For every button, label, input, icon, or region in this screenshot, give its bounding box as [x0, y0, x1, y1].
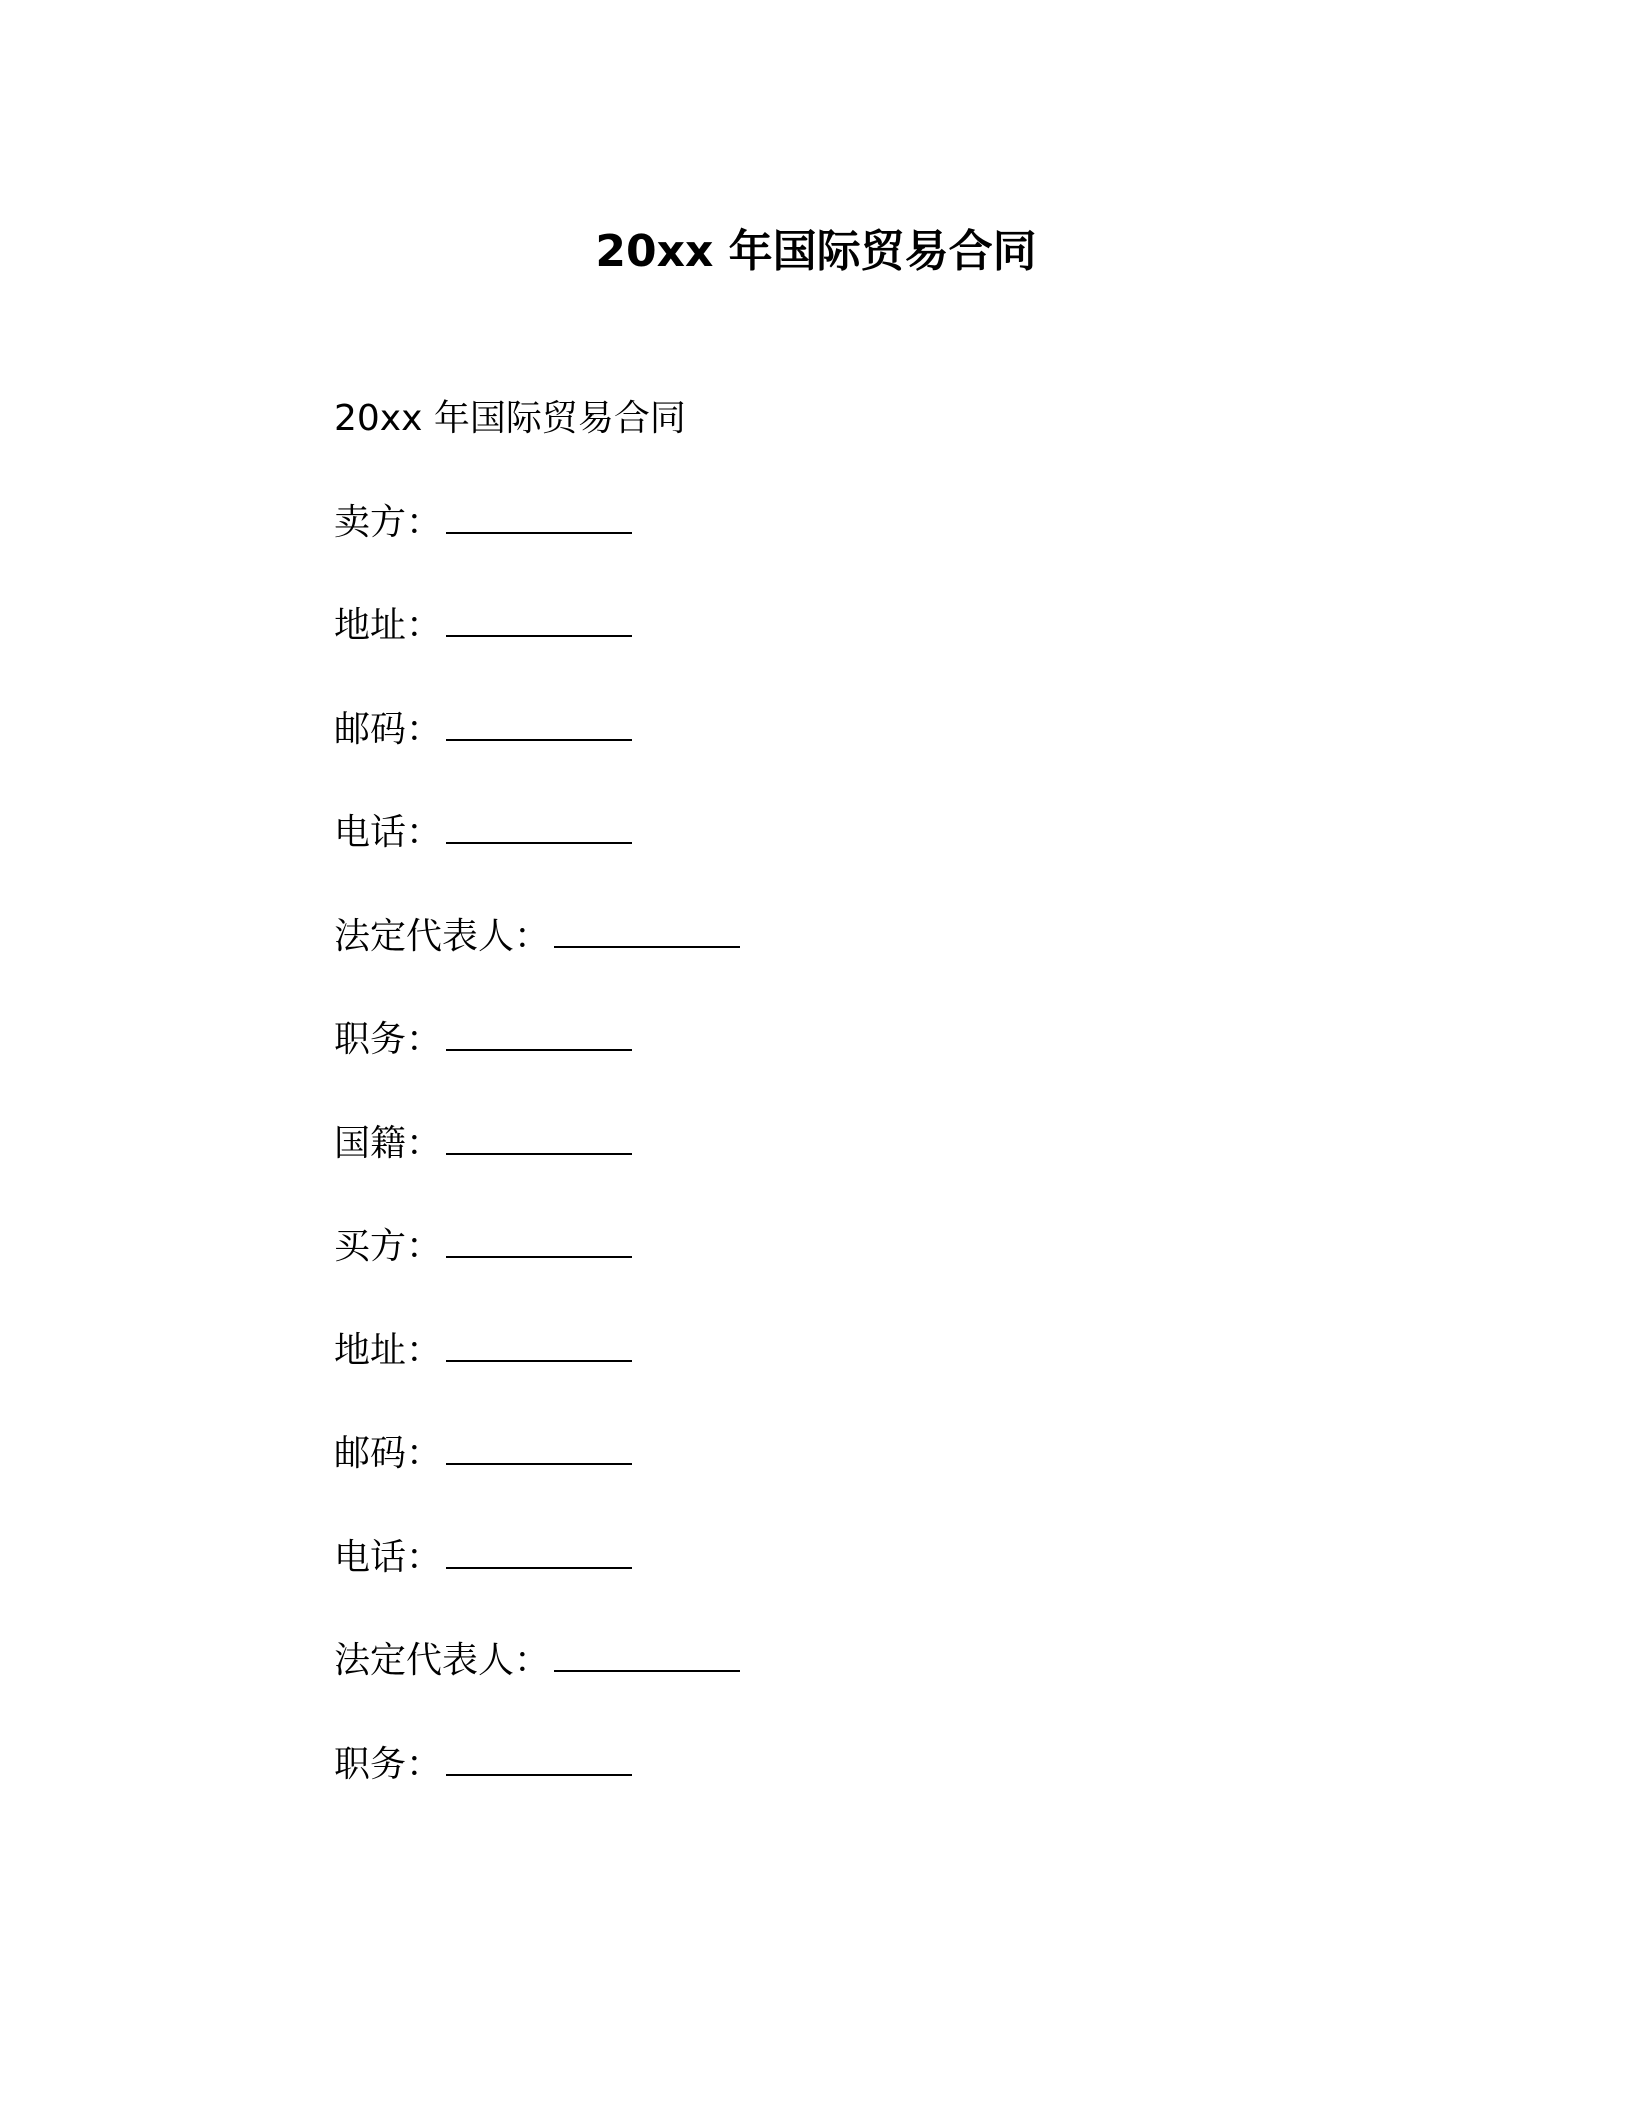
fill-in-blank [446, 1533, 632, 1569]
field-label: 卖方： [334, 501, 443, 543]
buyer-field [334, 1222, 1334, 1272]
fill-in-blank [554, 912, 740, 948]
field-label: 法定代表人： [334, 915, 551, 957]
fill-in-blank [446, 705, 632, 741]
buyer-legal-rep-field [334, 1636, 1334, 1686]
seller-field [334, 498, 1334, 548]
fill-in-blank [446, 1222, 632, 1258]
seller-postcode-field [334, 705, 1334, 755]
document-subtitle: 20xx 年国际贸易合同 [334, 398, 686, 439]
buyer-postcode-field [334, 1429, 1334, 1479]
field-label: 法定代表人： [334, 1640, 551, 1681]
fill-in-blank [446, 1119, 632, 1155]
field-label: 地址： [334, 605, 443, 646]
seller-position-field [334, 1015, 1334, 1065]
buyer-position-field [334, 1740, 1334, 1790]
buyer-address-field [334, 1326, 1334, 1376]
seller-phone-field [334, 808, 1334, 858]
document-body [334, 394, 1334, 1843]
fill-in-blank [446, 498, 632, 534]
fill-in-blank [446, 1429, 632, 1465]
field-label: 地址： [334, 1329, 443, 1371]
seller-legal-rep-field [334, 912, 1334, 962]
fill-in-blank [446, 808, 632, 844]
field-label: 电话： [334, 812, 443, 853]
fill-in-blank [446, 1326, 632, 1362]
field-label: 邮码： [334, 708, 443, 750]
field-label: 邮码： [334, 1433, 443, 1474]
fill-in-blank [446, 1740, 632, 1776]
seller-address-field [334, 601, 1334, 651]
fill-in-blank [446, 1015, 632, 1051]
field-label: 买方： [334, 1226, 443, 1267]
document-title: 20xx 年国际贸易合同 [595, 226, 1037, 277]
field-label: 职务： [334, 1019, 443, 1060]
fill-in-blank [446, 601, 632, 637]
field-label: 国籍： [334, 1122, 443, 1164]
fill-in-blank [554, 1636, 740, 1672]
field-label: 电话： [334, 1536, 443, 1578]
buyer-phone-field [334, 1533, 1334, 1583]
seller-nationality-field [334, 1119, 1334, 1169]
field-label: 职务： [334, 1743, 443, 1785]
